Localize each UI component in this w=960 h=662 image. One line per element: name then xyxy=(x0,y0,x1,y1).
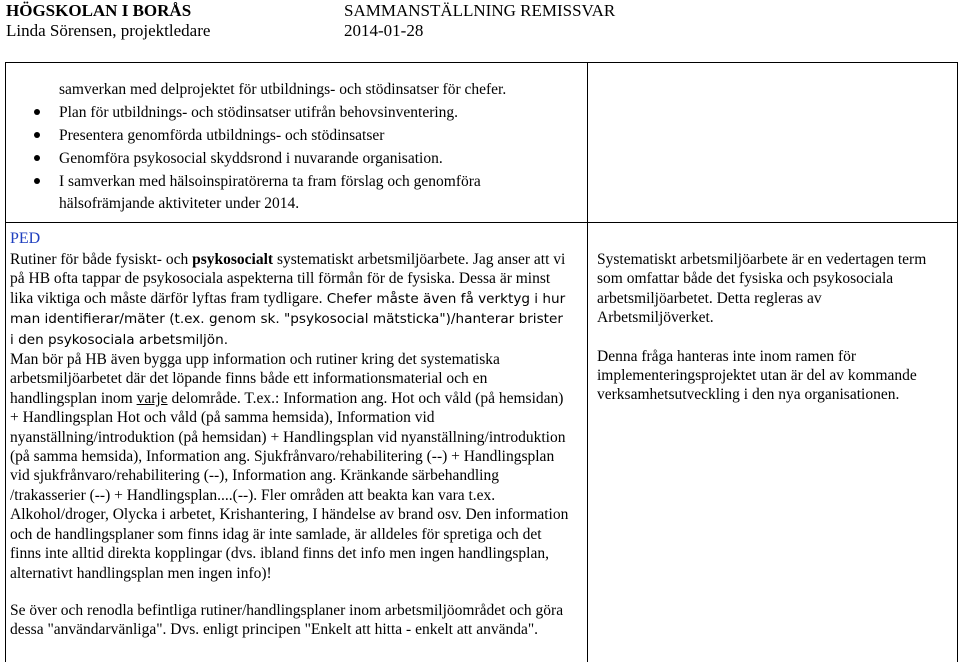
table-top-border xyxy=(5,62,958,63)
table-right-border xyxy=(957,62,958,662)
list-item-continuation: hälsofrämjande aktiviteter under 2014. xyxy=(59,195,300,212)
response-column xyxy=(597,250,937,405)
response-paragraph: Systematiskt arbetsmiljöarbete är en vedertagen term som omfattar både det fysiska och psykosociala arbetsmiljöarbetet. Detta regleras av Arbetsmiljöverket. xyxy=(597,251,927,327)
list-item: I samverkan med hälsoinspiratörerna ta fram förslag och genomföra xyxy=(28,170,588,193)
bullet-icon xyxy=(34,155,40,161)
bullet-icon xyxy=(34,109,40,115)
doc-date: 2014-01-28 xyxy=(344,21,424,40)
author: Linda Sörensen, projektledare xyxy=(6,21,211,40)
bullet-icon xyxy=(34,178,40,184)
ped-comment xyxy=(10,250,570,640)
org-name: HÖGSKOLAN I BORÅS xyxy=(6,1,192,20)
doc-title: SAMMANSTÄLLNING REMISSVAR xyxy=(344,1,616,20)
bullet-list xyxy=(28,78,588,215)
bullet-icon xyxy=(34,132,40,138)
comment-paragraph: Se över och renodla befintliga rutiner/handlingsplaner inom arbetsmiljöområdet och göra dessa "användarvänliga". Dvs. enligt principen "Enkelt att hitta - enkelt att använda". xyxy=(10,601,564,639)
table-left-border xyxy=(5,62,6,662)
response-paragraph: Denna fråga hanteras inte inom ramen för implementeringsprojektet utan är del av kommande verksamhetsutveckling i den nya organisationen. xyxy=(597,347,917,404)
list-item: samverkan med delprojektet för utbildnings- och stödinsatser för chefer. xyxy=(59,81,507,98)
ped-title: PED xyxy=(10,230,41,247)
comment-paragraph: Rutiner för både fysiskt- och psykosocialt systematiskt arbetsmiljöarbete. Jag anser att vi på HB ofta tappar de psykosociala aspekterna till förmån för de fysiska. Dessa är minst lika viktiga och måste därför lyftas fram tydligare. Chefer måste även få verktyg i hur man identifierar/mäter (t.ex. genom sk. "psykosocial mätsticka")/hanterar brister i den psykosociala arbetsmiljön. xyxy=(10,251,566,348)
list-item: Genomföra psykosocial skyddsrond i nuvarande organisation. xyxy=(28,147,588,170)
list-item: Plan för utbildnings- och stödinsatser utifrån behovsinventering. xyxy=(28,101,588,124)
list-item: Presentera genomförda utbildnings- och stödinsatser xyxy=(28,124,588,147)
table-row-divider xyxy=(5,222,958,223)
comment-paragraph: Man bör på HB även bygga upp information och rutiner kring det systematiska arbetsmiljöarbetet där det löpande finns både ett informationsmaterial och en handlingsplan inom varje delområde. T.ex.: Information ang. Hot och våld (på hemsidan) + Handlingsplan Hot och våld (på samma hemsida), Information vid nyanställning/introduktion (på hemsidan) + Handlingsplan vid nyanställning/introduktion (på samma hemsida), Information ang. Sjukfrånvaro/rehabilitering (--) + Handlingsplan vid sjukfrånvaro/rehabilitering (--), Information ang. Kränkande särbehandling /trakasserier (--) + Handlingsplan....(--). Fler områden att beakta kan vara t.ex. Alkohol/droger, Olycka i arbetet, Krishantering, I händelse av brand osv. Den information och de handlingsplaner som finns idag är inte samlade, är alldeles för spretiga och det finns inte alltid direkta kopplingar (dvs. ibland finns det info men ingen handlingsplan, alternativt handlingsplan men ingen info)! xyxy=(10,351,569,582)
